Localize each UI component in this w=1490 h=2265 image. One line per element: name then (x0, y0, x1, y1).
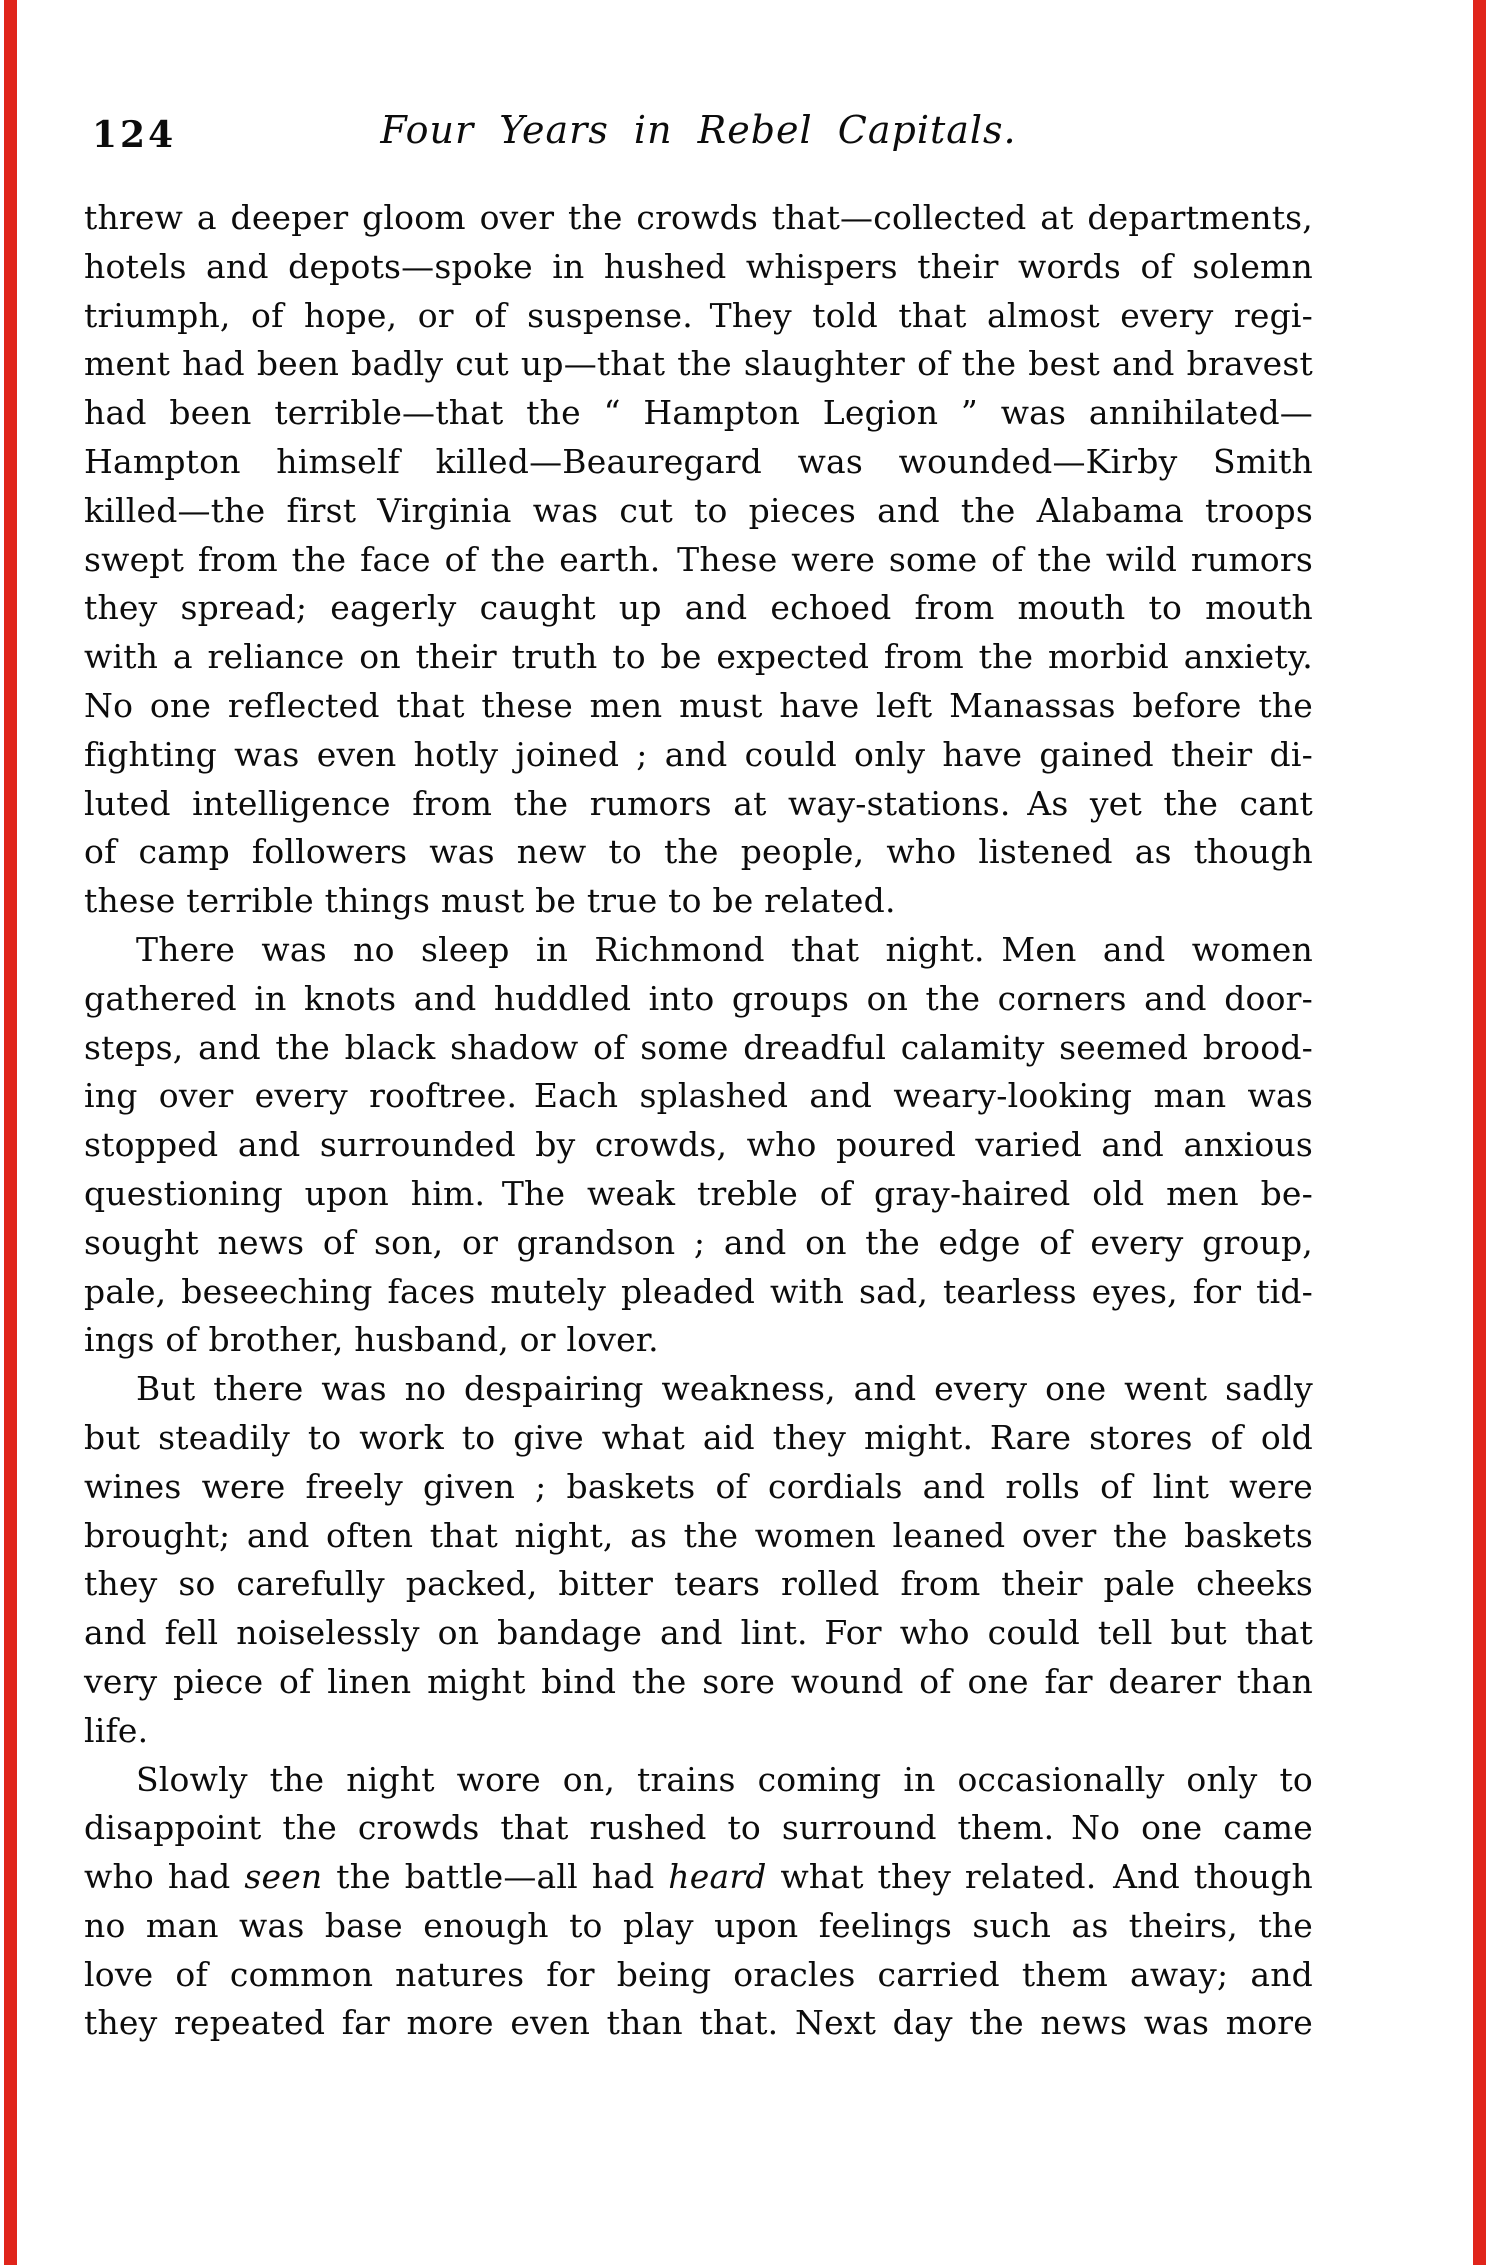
text-line: life. (84, 1710, 149, 1750)
text-line: but steadily to work to give what aid they might. Rare stores of old (84, 1417, 1313, 1457)
text-line: triumph, of hope, or of suspense. They told that almost every regi- (84, 295, 1313, 335)
text-line: swept from the face of the earth. These were some of the wild rumors (84, 539, 1313, 579)
text-line: There was no sleep in Richmond that night. Men and women (136, 929, 1313, 969)
text-line: no man was base enough to play upon feelings such as theirs, the (84, 1905, 1313, 1945)
running-title: Four Years in Rebel Capitals. (380, 108, 1017, 152)
text-line: ings of brother, husband, or lover. (84, 1320, 659, 1360)
text-line: stopped and surrounded by crowds, who poured varied and anxious (84, 1125, 1313, 1165)
text-line: brought; and often that night, as the women leaned over the baskets (84, 1515, 1313, 1555)
text-line: of camp followers was new to the people, who listened as though (84, 832, 1313, 872)
text-line: No one reflected that these men must have left Manassas before the (84, 685, 1313, 725)
text-line: Hampton himself killed—Beauregard was wounded—Kirby Smith (84, 441, 1313, 481)
text-line: ment had been badly cut up—that the slaughter of the best and bravest (84, 344, 1313, 384)
text-line: they spread; eagerly caught up and echoed from mouth to mouth (84, 588, 1313, 628)
left-scan-edge-mark (4, 0, 17, 2265)
right-scan-edge-mark (1473, 0, 1486, 2265)
text-line: wines were freely given ; baskets of cordials and rolls of lint were (84, 1466, 1313, 1506)
text-line: Slowly the night wore on, trains coming in occasionally only to (136, 1759, 1313, 1799)
page-number: 124 (92, 114, 177, 156)
text-line: pale, beseeching faces mutely pleaded with sad, tearless eyes, for tid- (84, 1271, 1313, 1311)
text-line: ing over every rooftree. Each splashed and weary-looking man was (84, 1076, 1313, 1116)
text-line: love of common natures for being oracles carried them away; and (84, 1954, 1313, 1994)
text-line: who had seen the battle—all had heard what they related. And though (84, 1857, 1313, 1897)
text-line: these terrible things must be true to be related. (84, 881, 896, 921)
text-line: fighting was even hotly joined ; and could only have gained their di- (84, 734, 1313, 774)
text-line: gathered in knots and huddled into groups on the corners and door- (84, 978, 1313, 1018)
text-line: But there was no despairing weakness, and every one went sadly (136, 1369, 1313, 1409)
text-line: with a reliance on their truth to be expected from the morbid anxiety. (84, 637, 1313, 677)
running-header (84, 108, 1313, 160)
text-line: they so carefully packed, bitter tears rolled from their pale cheeks (84, 1564, 1313, 1604)
text-line: and fell noiselessly on bandage and lint. For who could tell but that (84, 1613, 1313, 1653)
text-line: very piece of linen might bind the sore wound of one far dearer than (84, 1661, 1313, 1701)
text-line: questioning upon him. The weak treble of gray-haired old men be- (84, 1173, 1313, 1213)
text-line: sought news of son, or grandson ; and on the edge of every group, (84, 1222, 1313, 1262)
text-line: hotels and depots—spoke in hushed whispers their words of solemn (84, 246, 1313, 286)
text-line: had been terrible—that the “ Hampton Legion ” was annihilated— (84, 393, 1313, 433)
text-line: luted intelligence from the rumors at way-stations. As yet the cant (84, 783, 1313, 823)
text-line: disappoint the crowds that rushed to surround them. No one came (84, 1808, 1313, 1848)
text-line: steps, and the black shadow of some dreadful calamity seemed brood- (84, 1027, 1313, 1067)
page-body-text (84, 194, 1313, 2048)
text-line: they repeated far more even than that. Next day the news was more (84, 2003, 1313, 2043)
text-line: threw a deeper gloom over the crowds that—collected at departments, (84, 198, 1313, 237)
text-line: killed—the first Virginia was cut to pieces and the Alabama troops (84, 490, 1313, 530)
